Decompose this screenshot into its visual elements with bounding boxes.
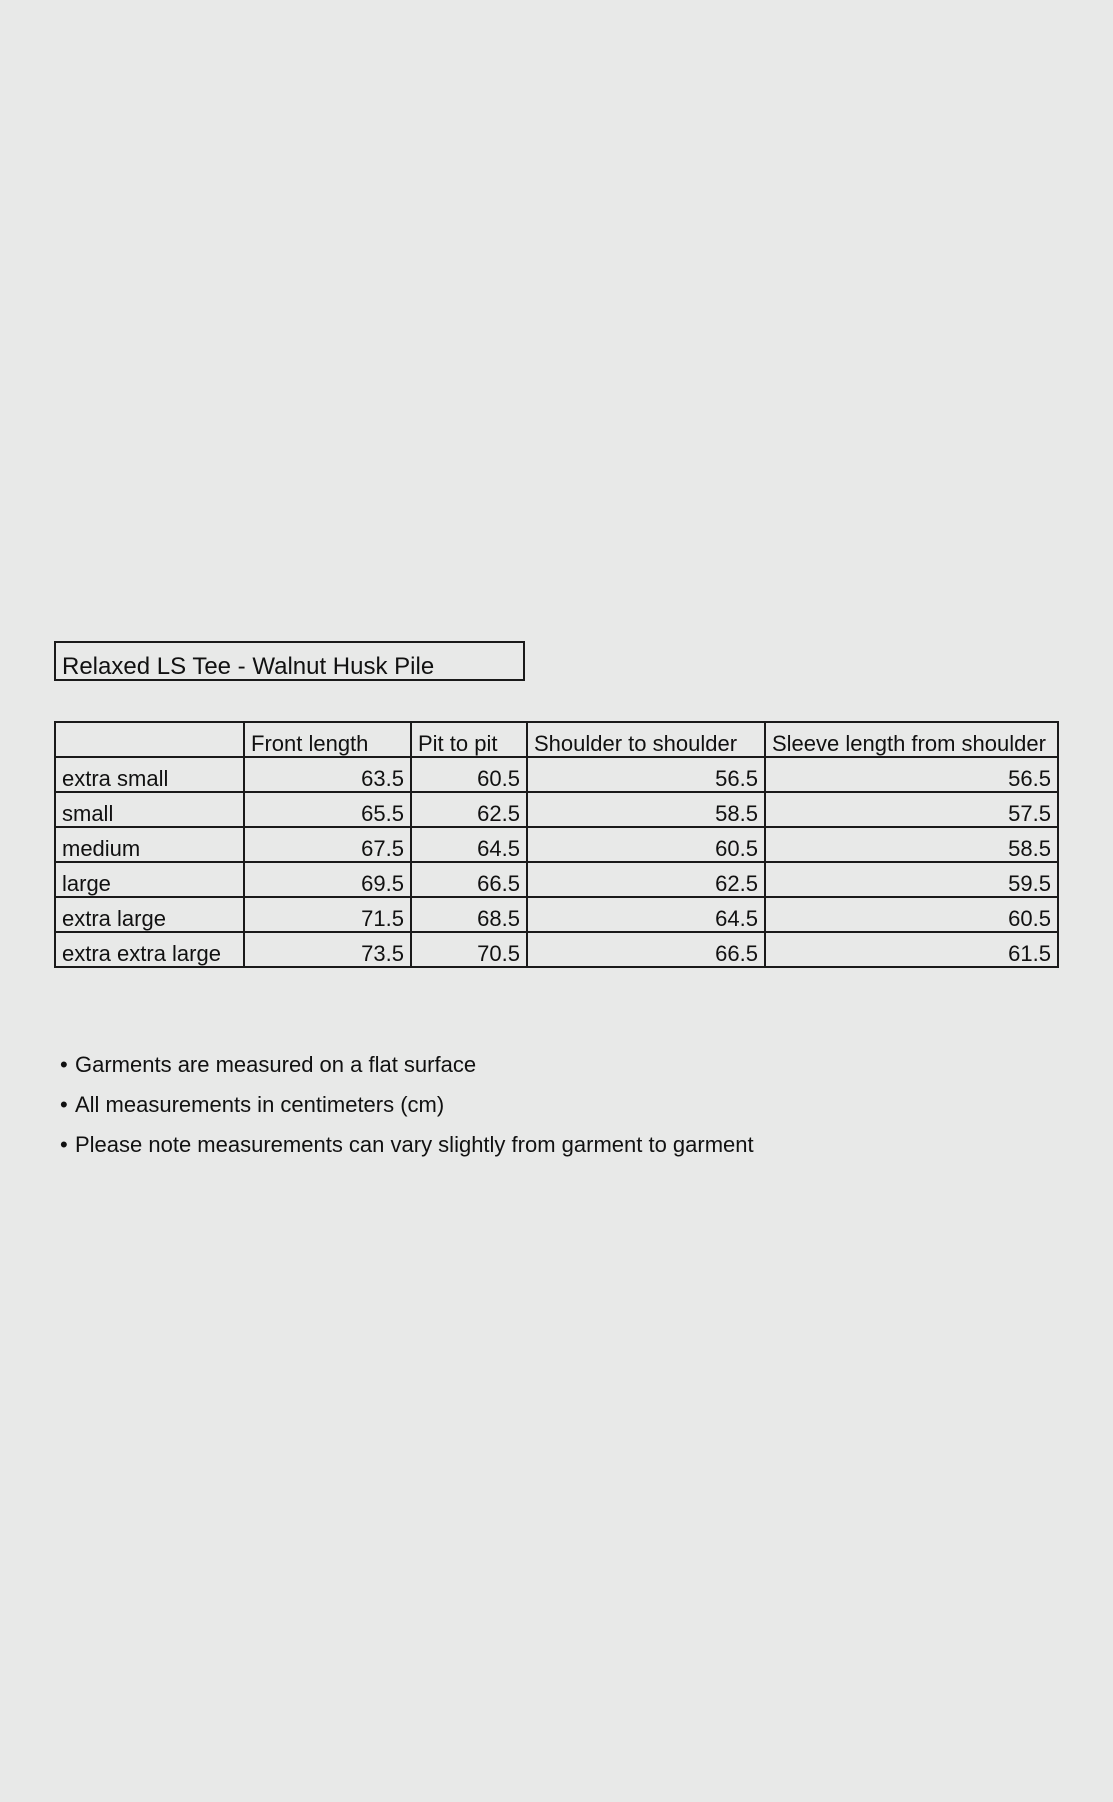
bullet-icon: •	[60, 1052, 68, 1077]
size-label: small	[55, 792, 244, 827]
shoulder-value: 62.5	[527, 862, 765, 897]
front-length-value: 69.5	[244, 862, 411, 897]
size-label: extra small	[55, 757, 244, 792]
note-item	[60, 1048, 754, 1088]
pit-to-pit-value: 60.5	[411, 757, 527, 792]
size-label: extra extra large	[55, 932, 244, 967]
size-label: medium	[55, 827, 244, 862]
sleeve-value: 61.5	[765, 932, 1058, 967]
page-title: Relaxed LS Tee - Walnut Husk Pile	[54, 641, 525, 681]
table-row	[55, 792, 1058, 827]
header-pit-to-pit: Pit to pit	[411, 722, 527, 757]
pit-to-pit-value: 70.5	[411, 932, 527, 967]
measurement-notes	[60, 1048, 754, 1168]
sleeve-value: 57.5	[765, 792, 1058, 827]
shoulder-value: 64.5	[527, 897, 765, 932]
sleeve-value: 56.5	[765, 757, 1058, 792]
note-text: All measurements in centimeters (cm)	[75, 1092, 445, 1117]
size-label: large	[55, 862, 244, 897]
table-row	[55, 897, 1058, 932]
table-row	[55, 827, 1058, 862]
front-length-value: 63.5	[244, 757, 411, 792]
sleeve-value: 59.5	[765, 862, 1058, 897]
table-header-row	[55, 722, 1058, 757]
front-length-value: 65.5	[244, 792, 411, 827]
table-row	[55, 757, 1058, 792]
note-item	[60, 1128, 754, 1168]
note-text: Garments are measured on a flat surface	[75, 1052, 477, 1077]
table-row	[55, 862, 1058, 897]
front-length-value: 71.5	[244, 897, 411, 932]
front-length-value: 67.5	[244, 827, 411, 862]
shoulder-value: 58.5	[527, 792, 765, 827]
front-length-value: 73.5	[244, 932, 411, 967]
bullet-icon: •	[60, 1092, 68, 1117]
sleeve-value: 60.5	[765, 897, 1058, 932]
bullet-icon: •	[60, 1132, 68, 1157]
note-item	[60, 1088, 754, 1128]
header-shoulder-to-shoulder: Shoulder to shoulder	[527, 722, 765, 757]
sleeve-value: 58.5	[765, 827, 1058, 862]
shoulder-value: 60.5	[527, 827, 765, 862]
header-sleeve-length: Sleeve length from shoulder	[765, 722, 1058, 757]
pit-to-pit-value: 66.5	[411, 862, 527, 897]
shoulder-value: 66.5	[527, 932, 765, 967]
pit-to-pit-value: 62.5	[411, 792, 527, 827]
header-cell-blank	[55, 722, 244, 757]
size-chart-table	[54, 721, 1059, 968]
header-front-length: Front length	[244, 722, 411, 757]
shoulder-value: 56.5	[527, 757, 765, 792]
table-row	[55, 932, 1058, 967]
note-text: Please note measurements can vary slightly from garment to garment	[75, 1132, 754, 1157]
pit-to-pit-value: 68.5	[411, 897, 527, 932]
size-label: extra large	[55, 897, 244, 932]
pit-to-pit-value: 64.5	[411, 827, 527, 862]
